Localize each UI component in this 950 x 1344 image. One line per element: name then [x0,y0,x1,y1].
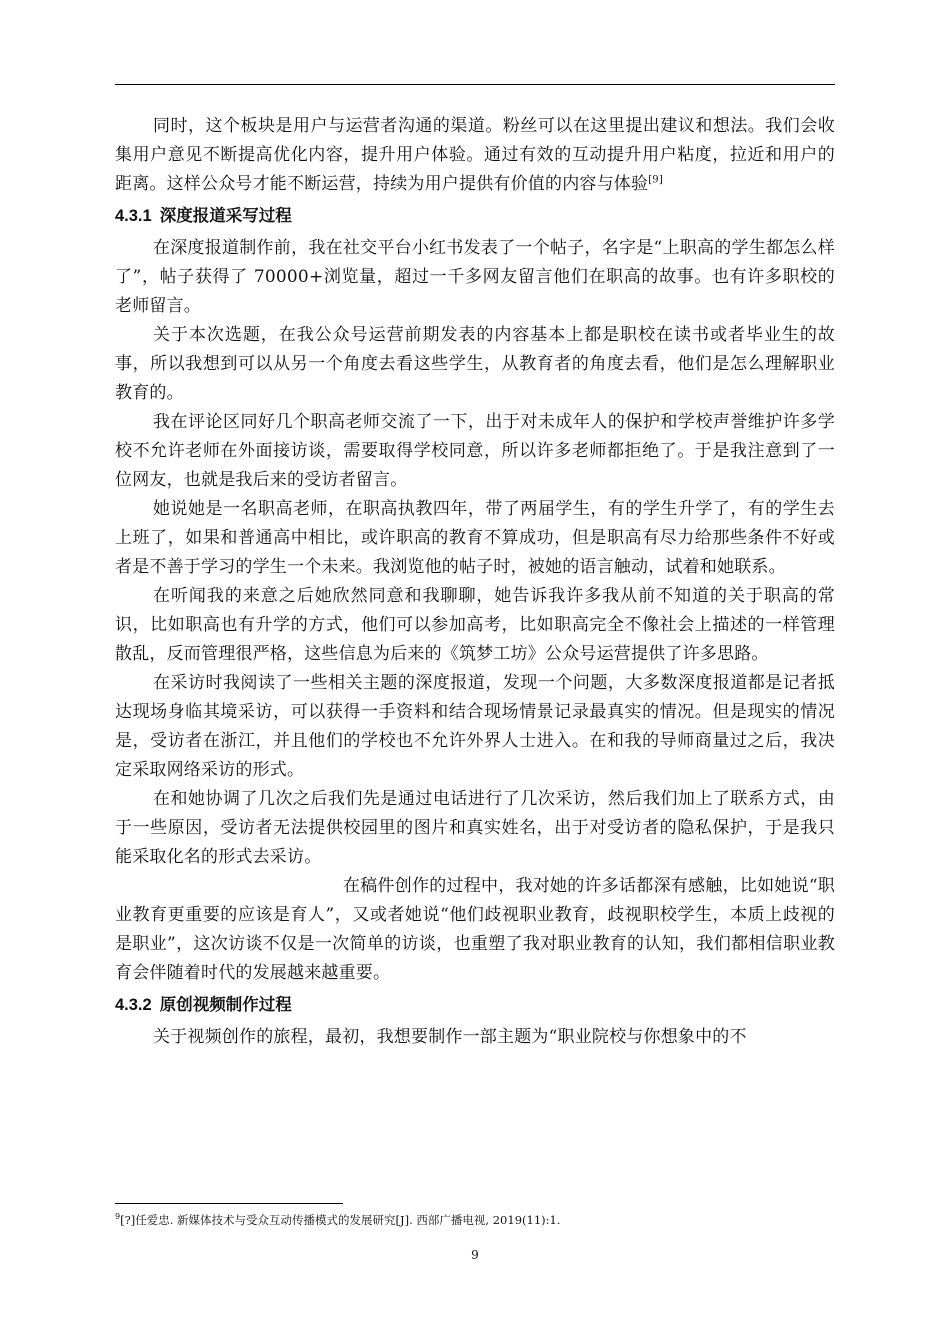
body-paragraph: 同时，这个板块是用户与运营者沟通的渠道。粉丝可以在这里提出建议和想法。我们会收集用户意见不断提高优化内容，提升用户体验。通过有效的互动提升用户粘度，拉近和用户的距离。这样公众号才能不断运营，持续为用户提供有价值的内容与体验[9] [115,116,835,194]
body-paragraph: 她说她是一名职高老师，在职高执教四年，带了两届学生，有的学生升学了，有的学生去上班了，如果和普通高中相比，或许职高的教育不算成功，但是职高有尽力给那些条件不好或者是不善于学习的学生一个未来。我浏览他的帖子时，被她的语言触动，试着和她联系。 [115,499,835,577]
section-heading-4-3-2: 4.3.2 原创视频制作过程 [115,996,292,1014]
footnote-mark: 9 [115,1212,121,1222]
page-number: 9 [471,1248,479,1262]
body-paragraph: 在深度报道制作前，我在社交平台小红书发表了一个帖子，名字是“上职高的学生都怎么样了”，帖子获得了 70000+浏览量，超过一千多网友留言他们在职高的故事。也有许多职校的老师留言。 [115,238,835,316]
body-paragraph: 关于本次选题，在我公众号运营前期发表的内容基本上都是职校在读书或者毕业生的故事，所以我想到可以从另一个角度去看这些学生，从教育者的角度去看，他们是怎么理解职业教育的。 [115,325,835,403]
body-paragraph: 在稿件创作的过程中，我对她的许多话都深有感触，比如她说“职业教育更重要的应该是育人”，又或者她说“他们歧视职业教育，歧视职校学生，本质上歧视的是职业”，这次访谈不仅是一次简单的访谈，也重塑了我对职业教育的认知，我们都相信职业教育会伴随着时代的发展越来越重要。 [115,876,835,983]
citation-ref: [9] [648,174,663,186]
footnote: $^9$[?]任爱忠. 新媒体技术与受众互动传播模式的发展研究[J]. 西部广播电视, 2019(11):1. [115,1212,561,1227]
body-paragraph: 我在评论区同好几个职高老师交流了一下，出于对未成年人的保护和学校声誉维护许多学校不允许老师在外面接访谈，需要取得学校同意，所以许多老师都拒绝了。于是我注意到了一位网友，也就是我后来的受访者留言。 [115,412,835,490]
header-rule [115,84,835,85]
page-body [115,112,835,1052]
body-paragraph: 关于视频创作的旅程，最初，我想要制作一部主题为“职业院校与你想象中的不 [153,1027,747,1047]
body-paragraph: 在采访时我阅读了一些相关主题的深度报道，发现一个问题，大多数深度报道都是记者抵达现场身临其境采访，可以获得一手资料和结合现场情景记录最真实的情况。但是现实的情况是，受访者在浙江，并且他们的学校也不允许外界人士进入。在和我的导师商量过之后，我决定采取网络采访的形式。 [115,673,835,780]
section-heading-4-3-1: 4.3.1 深度报道采写过程 [115,207,292,225]
footnote-rule [115,1203,343,1204]
body-paragraph: 在听闻我的来意之后她欣然同意和我聊聊，她告诉我许多我从前不知道的关于职高的常识，比如职高也有升学的方式，他们可以参加高考，比如职高完全不像社会上描述的一样管理散乱，反而管理很严格，这些信息为后来的《筑梦工坊》公众号运营提供了许多思路。 [115,586,835,664]
body-paragraph: 在和她协调了几次之后我们先是通过电话进行了几次采访，然后我们加上了联系方式，由于一些原因，受访者无法提供校园里的图片和真实姓名，出于对受访者的隐私保护，于是我只能采取化名的形式去采访。 [115,789,835,867]
